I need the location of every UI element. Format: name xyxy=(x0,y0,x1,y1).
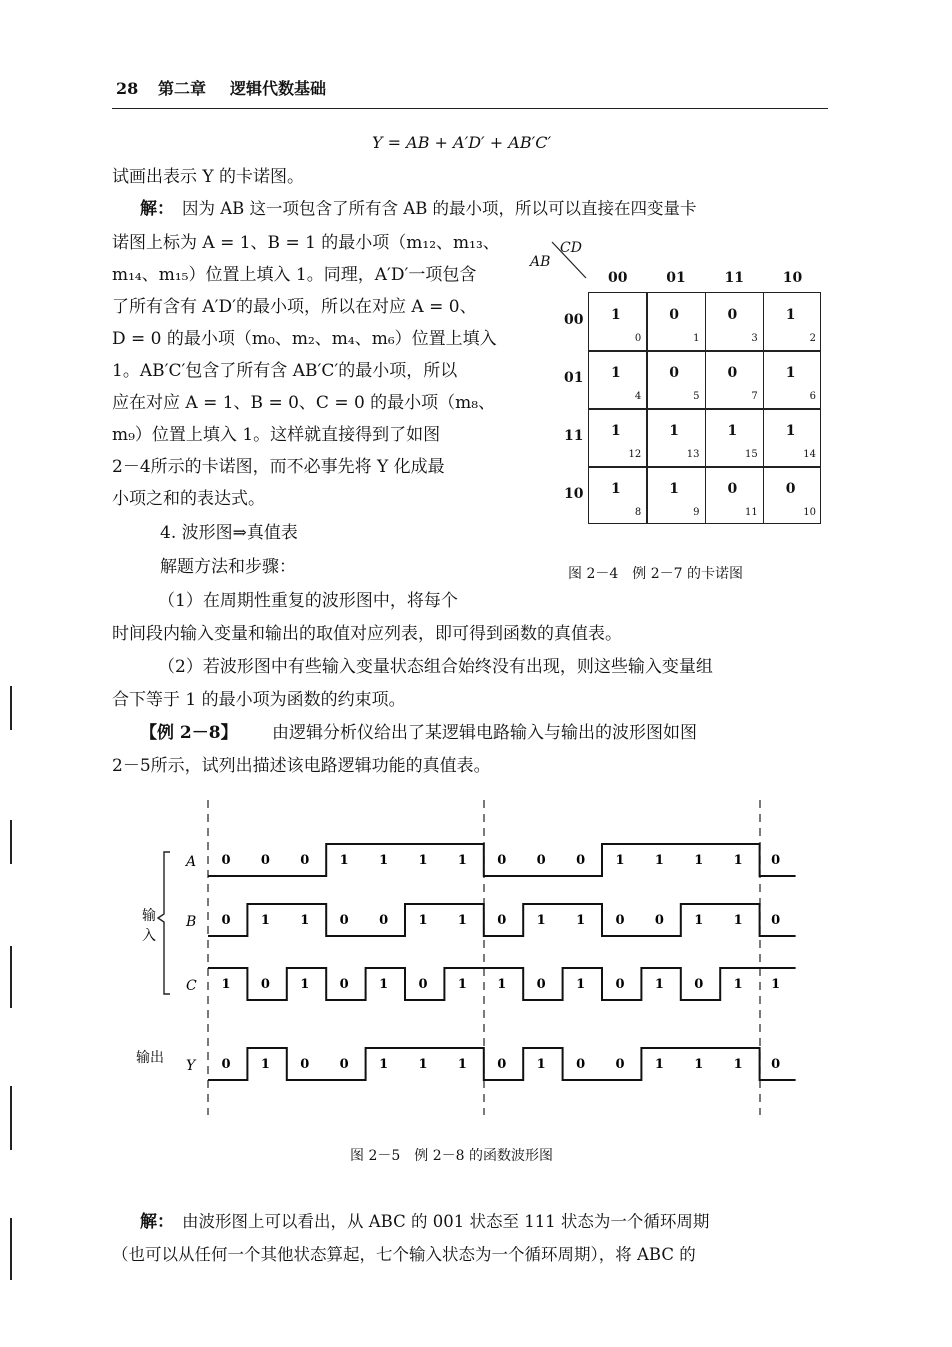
signal-value: 0 xyxy=(339,1057,349,1072)
kmap-cell-value: 1 xyxy=(611,481,621,497)
waveform-caption: 图 2－5 例 2－8 的函数波形图 xyxy=(350,1148,553,1164)
kmap-cell-index: 11 xyxy=(745,507,758,518)
method-heading: 解题方法和步骤： xyxy=(160,557,296,577)
margin-mark xyxy=(10,820,12,864)
kmap-cell-value: 0 xyxy=(785,481,796,497)
signal-value: 0 xyxy=(615,977,625,992)
section-heading: 4. 波形图⇒真值表 xyxy=(160,523,298,543)
signal-value: 1 xyxy=(576,977,586,992)
kmap-cell-value: 1 xyxy=(785,423,796,439)
signal-value: 1 xyxy=(497,977,507,992)
signal-value: 1 xyxy=(221,977,231,992)
signal-value: 1 xyxy=(733,913,743,928)
signal-value: 0 xyxy=(615,913,625,928)
input-label: 入 xyxy=(142,928,156,944)
solution-first-line: 因为 AB 这一项包含了所有含 AB 的最小项，所以可以直接在四变量卡 xyxy=(182,199,697,218)
signal-value: 1 xyxy=(379,853,389,868)
signal-value: 0 xyxy=(654,913,664,928)
signal-value: 1 xyxy=(379,1057,389,1072)
signal-value: 1 xyxy=(457,913,467,928)
kmap-row-var: AB xyxy=(530,254,551,270)
solution-line: 了所有含有 A′D′的最小项，所以在对应 A = 0、 xyxy=(112,297,477,317)
kmap-cell-index: 2 xyxy=(809,333,816,344)
step1-rest: 时间段内输入变量和输出的取值对应列表，即可得到函数的真值表。 xyxy=(112,624,622,644)
signal-value: 0 xyxy=(536,853,546,868)
kmap-cell-index: 3 xyxy=(751,333,758,344)
kmap-row-header: 00 xyxy=(564,312,584,328)
kmap-col-header: 10 xyxy=(782,270,803,286)
signal-value: 1 xyxy=(576,913,586,928)
signal-value: 1 xyxy=(339,853,349,868)
signal-value: 0 xyxy=(418,977,428,992)
final-solution-label: 解： xyxy=(140,1212,174,1232)
signal-value: 0 xyxy=(221,1057,231,1072)
output-label: 输出 xyxy=(136,1050,164,1066)
margin-mark xyxy=(10,946,12,1008)
signal-value: 1 xyxy=(694,853,704,868)
kmap-cell-index: 9 xyxy=(693,507,700,518)
kmap-cell-value: 1 xyxy=(669,481,679,497)
waveform-diagram xyxy=(0,790,952,1130)
solution-line: D = 0 的最小项（m₀、m₂、m₄、m₆）位置上填入 xyxy=(112,329,497,349)
solution-line: 小项之和的表达式。 xyxy=(112,489,265,509)
chapter-label: 第二章 xyxy=(158,79,207,98)
kmap-grid xyxy=(588,292,821,524)
signal-value: 1 xyxy=(733,1057,743,1072)
kmap-cell-index: 5 xyxy=(693,391,700,402)
signal-value: 1 xyxy=(457,853,467,868)
kmap-cell-value: 0 xyxy=(669,365,679,381)
intro-line: 试画出表示 Y 的卡诺图。 xyxy=(112,167,305,187)
signal-value: 1 xyxy=(733,853,743,868)
signal-value: 0 xyxy=(260,977,270,992)
signal-value: 1 xyxy=(771,977,781,992)
signal-value: 0 xyxy=(536,977,546,992)
signal-value: 1 xyxy=(536,913,546,928)
margin-mark xyxy=(10,1218,12,1280)
kmap-cell-index: 4 xyxy=(634,391,642,402)
signal-value: 1 xyxy=(457,1057,467,1072)
margin-mark xyxy=(10,1086,12,1150)
kmap-row-header: 11 xyxy=(564,428,584,444)
solution-line: 2－4所示的卡诺图，而不必事先将 Y 化成最 xyxy=(112,457,445,477)
kmap-grid-line xyxy=(589,466,820,468)
signal-value: 0 xyxy=(300,853,310,868)
example-first-line: 由逻辑分析仪给出了某逻辑电路输入与输出的波形图如图 xyxy=(272,723,697,743)
kmap-grid-line xyxy=(589,408,820,410)
signal-value: 1 xyxy=(654,977,664,992)
signal-value: 1 xyxy=(300,913,310,928)
kmap-cell-index: 15 xyxy=(745,449,758,460)
kmap-cell-value: 0 xyxy=(727,307,738,323)
step1-first-line: （1）在周期性重复的波形图中，将每个 xyxy=(158,591,458,611)
signal-name: B xyxy=(186,914,197,930)
signal-value: 1 xyxy=(260,1057,270,1072)
signal-value: 0 xyxy=(300,1057,310,1072)
signal-value: 1 xyxy=(694,1057,704,1072)
signal-value: 0 xyxy=(221,913,231,928)
signal-value: 0 xyxy=(339,913,349,928)
final-solution-rest: （也可以从任何一个其他状态算起，七个输入状态为一个循环周期），将 ABC 的 xyxy=(112,1245,696,1264)
signal-value: 0 xyxy=(497,853,507,868)
signal-value: 1 xyxy=(654,1057,664,1072)
karnaugh-map xyxy=(530,240,830,540)
kmap-cell-index: 6 xyxy=(809,391,816,402)
kmap-row-header: 10 xyxy=(564,486,584,502)
signal-value: 0 xyxy=(497,1057,507,1072)
example-rest: 2－5所示，试列出描述该电路逻辑功能的真值表。 xyxy=(112,756,491,776)
kmap-cell-index: 8 xyxy=(634,507,642,518)
signal-value: 1 xyxy=(418,853,428,868)
signal-value: 1 xyxy=(536,1057,546,1072)
kmap-cell-index: 13 xyxy=(686,449,700,460)
kmap-cell-index: 0 xyxy=(634,333,642,344)
signal-value: 1 xyxy=(615,853,625,868)
final-solution-first-line: 由波形图上可以看出，从 ABC 的 001 状态至 111 状态为一个循环周期 xyxy=(182,1212,710,1231)
signal-value: 1 xyxy=(418,913,428,928)
kmap-cell-value: 0 xyxy=(727,481,738,497)
signal-name: Y xyxy=(186,1058,196,1074)
solution-line: m₉）位置上填入 1。这样就直接得到了如图 xyxy=(112,425,441,445)
signal-value: 1 xyxy=(733,977,743,992)
signal-value: 0 xyxy=(576,853,586,868)
signal-name: A xyxy=(186,854,197,870)
kmap-cell-value: 1 xyxy=(611,365,621,381)
kmap-cell-value: 0 xyxy=(727,365,738,381)
signal-value: 0 xyxy=(260,853,270,868)
kmap-cell-value: 1 xyxy=(611,307,621,323)
solution-line: 诺图上标为 A = 1、B = 1 的最小项（m₁₂、m₁₃、 xyxy=(112,233,500,253)
signal-value: 1 xyxy=(260,913,270,928)
kmap-cell-value: 1 xyxy=(611,423,621,439)
kmap-cell-value: 1 xyxy=(785,307,796,323)
input-label: 输 xyxy=(142,908,156,924)
signal-value: 0 xyxy=(771,913,781,928)
kmap-grid-line xyxy=(763,293,765,523)
kmap-cell-value: 1 xyxy=(727,423,738,439)
signal-value: 0 xyxy=(771,853,781,868)
signal-value: 1 xyxy=(694,913,704,928)
solution-line: m₁₄、m₁₅）位置上填入 1。同理，A′D′一项包含 xyxy=(112,265,477,285)
solution-line: 应在对应 A = 1、B = 0、C = 0 的最小项（m₈、 xyxy=(112,393,496,413)
kmap-cell-index: 12 xyxy=(628,449,642,460)
signal-name: C xyxy=(186,978,197,994)
header-rule xyxy=(112,108,828,109)
kmap-cell-index: 10 xyxy=(803,507,816,518)
solution-wrapped-lines xyxy=(112,232,532,520)
signal-value: 1 xyxy=(379,977,389,992)
signal-value: 0 xyxy=(615,1057,625,1072)
signal-value: 1 xyxy=(457,977,467,992)
formula: Y = AB + A′D′ + AB′C′ xyxy=(372,133,552,152)
kmap-cell-value: 0 xyxy=(669,307,679,323)
signal-value: 0 xyxy=(221,853,231,868)
example-label: 【例 2－8】 xyxy=(140,723,238,743)
chapter-title: 逻辑代数基础 xyxy=(230,79,327,98)
signal-value: 1 xyxy=(418,1057,428,1072)
page-number: 28 xyxy=(116,79,139,98)
kmap-caption: 图 2－4 例 2－7 的卡诺图 xyxy=(568,566,743,582)
input-brace xyxy=(158,852,170,994)
step2-first-line: （2）若波形图中有些输入变量状态组合始终没有出现，则这些输入变量组 xyxy=(158,657,713,677)
kmap-cell-index: 7 xyxy=(751,391,758,402)
kmap-col-var: CD xyxy=(560,240,582,256)
kmap-col-header: 11 xyxy=(724,270,744,286)
solution-label: 解： xyxy=(140,199,174,219)
signal-value: 0 xyxy=(497,913,507,928)
solution-line: 1。AB′C′包含了所有含 AB′C′的最小项，所以 xyxy=(112,361,458,381)
kmap-row-header: 01 xyxy=(564,370,584,386)
signal-value: 0 xyxy=(694,977,704,992)
kmap-cell-value: 1 xyxy=(669,423,679,439)
kmap-cell-value: 1 xyxy=(785,365,796,381)
signal-value: 0 xyxy=(771,1057,781,1072)
kmap-cell-index: 1 xyxy=(693,333,700,344)
kmap-cell-index: 14 xyxy=(803,449,816,460)
margin-mark xyxy=(10,686,12,730)
signal-value: 1 xyxy=(300,977,310,992)
signal-value: 1 xyxy=(654,853,664,868)
signal-value: 0 xyxy=(576,1057,586,1072)
signal-value: 0 xyxy=(339,977,349,992)
kmap-col-header: 00 xyxy=(608,270,628,286)
kmap-col-header: 01 xyxy=(666,270,686,286)
step2-rest: 合下等于 1 的最小项为函数的约束项。 xyxy=(112,690,406,710)
signal-value: 0 xyxy=(379,913,389,928)
